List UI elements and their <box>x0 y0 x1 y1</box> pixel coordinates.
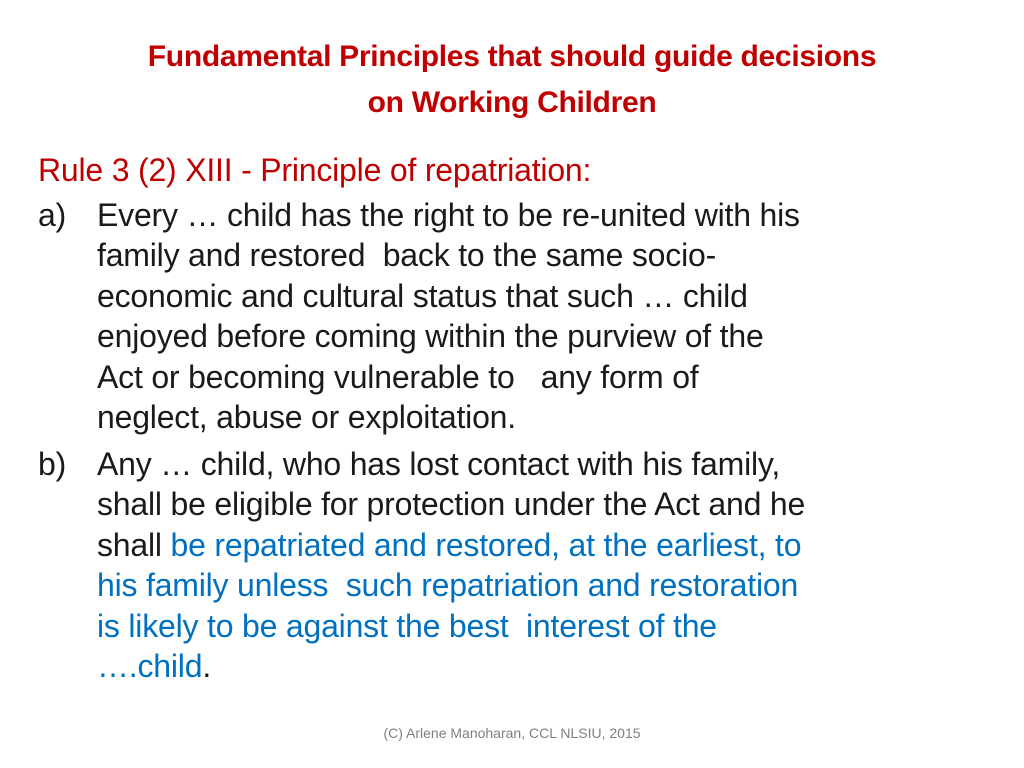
item-b-line <box>97 646 998 687</box>
slide-title-line-2: on Working Children <box>367 86 657 119</box>
list-item-a <box>38 195 998 438</box>
item-b-line <box>97 525 998 566</box>
list-marker-a: a) <box>38 196 67 233</box>
item-b-text-emphasis: is likely to be against the best interest of the <box>97 607 717 644</box>
item-b-line: Any … child, who has lost contact with his family, <box>97 445 781 482</box>
slide-title <box>40 34 984 126</box>
item-a-line: Act or becoming vulnerable to any form of <box>97 358 699 395</box>
item-b-text-emphasis: his family unless such repatriation and restoration <box>97 567 799 603</box>
slide-title-line-1: Fundamental Principles that should guide decisions <box>147 40 877 73</box>
item-a-line: enjoyed before coming within the purview of the <box>97 318 764 354</box>
item-b-text-plain: . <box>202 648 212 684</box>
rule-heading: Rule 3 (2) XIII - Principle of repatriation: <box>38 152 592 188</box>
item-a-line: family and restored back to the same socio- <box>97 237 717 273</box>
slide-footer: (C) Arlene Manoharan, CCL NLSIU, 2015 <box>383 725 641 741</box>
list-item-b <box>38 444 998 687</box>
item-a-line: economic and cultural status that such … child <box>97 277 748 314</box>
list-marker-b: b) <box>38 445 67 482</box>
item-a-line: neglect, abuse or exploitation. <box>97 399 516 435</box>
item-a-line: Every … child has the right to be re-united with his <box>97 196 800 233</box>
item-b-line: shall be eligible for protection under the Act and he <box>97 486 806 522</box>
slide-body <box>38 150 998 693</box>
item-b-text-plain: shall <box>97 526 171 563</box>
item-b-text-emphasis: ….child <box>97 648 203 684</box>
item-b-text-emphasis: be repatriated and restored, at the earliest, to <box>170 526 802 563</box>
